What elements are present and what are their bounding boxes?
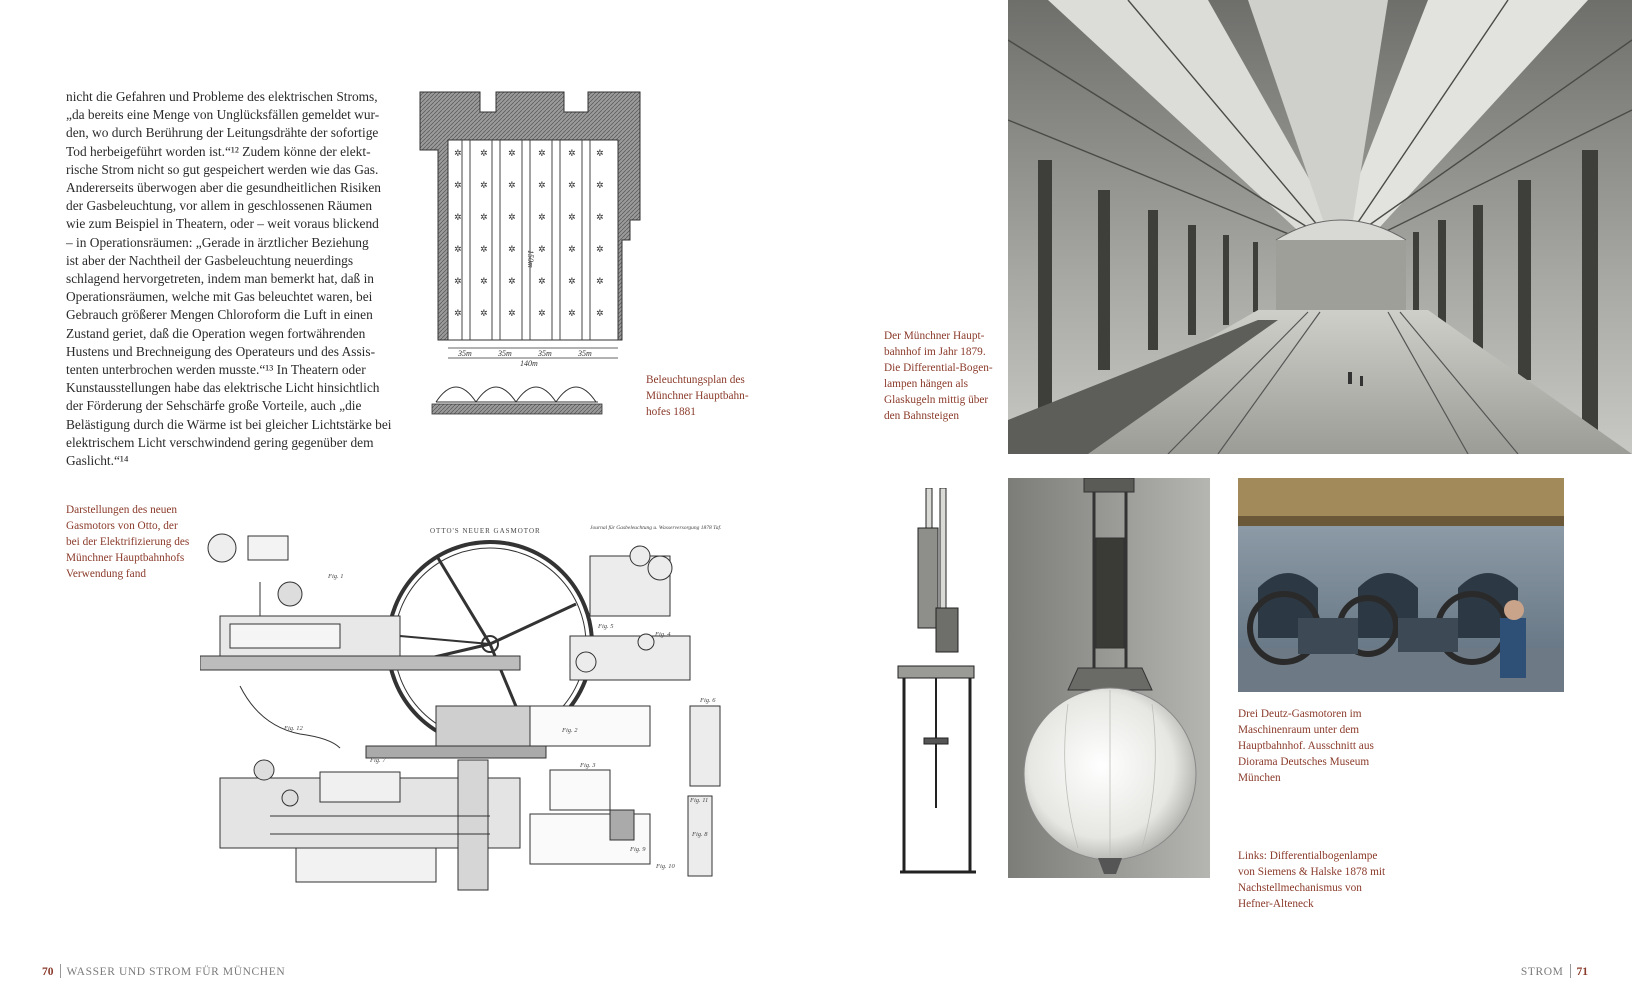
caption-line: München [1238,772,1281,784]
footer-divider [1570,964,1571,978]
fig-label: Fig. 9 [630,846,646,853]
body-line: Gebrauch größerer Mengen Chloroform die Luft in einen [66,307,373,323]
lighting-plan-drawing [418,90,642,426]
caption-line: Die Differential-Bogen- [884,362,993,374]
hauptbahnhof-1879-photo [1008,0,1632,454]
body-line: – in Operationsräumen: „Gerade in ärztlicher Beziehung [66,234,369,250]
svg-text:✲: ✲ [538,309,546,319]
svg-text:✲: ✲ [568,309,576,319]
body-line: Andererseits überwogen aber die gesundheitlichen Risiken [66,180,381,196]
plan-dim-1: 35m [458,349,472,358]
body-line: ist aber der Nachtheil der Gasbeleuchtung neuerdings [66,252,354,268]
svg-text:✲: ✲ [596,277,604,287]
caption-line: Hefner-Alteneck [1238,898,1314,910]
body-line: Belästigung durch die Wärme ist bei gleicher Lichtstärke bei [66,416,392,432]
svg-text:✲: ✲ [538,181,546,191]
svg-text:✲: ✲ [454,245,462,255]
running-title-right: STROM [1520,966,1564,978]
caption-line: bahnhof im Jahr 1879. [884,346,986,358]
body-line: Operationsräumen, welche mit Gas beleuchtet waren, bei [66,289,373,305]
svg-text:✲: ✲ [538,245,546,255]
footer-left [42,964,285,978]
svg-text:✲: ✲ [480,149,488,159]
body-line: wie zum Beispiel in Theatern, oder – weit voraus blickend [66,216,379,232]
svg-text:✲: ✲ [596,181,604,191]
svg-text:✲: ✲ [454,181,462,191]
footer-divider [60,964,61,978]
gas-engine-technical-plate [200,516,744,916]
body-line: der Gasbeleuchtung, vor allem in geschlossenen Räumen [66,198,373,214]
arc-lamp-mechanism-drawing [896,488,980,876]
page-number-right: 71 [1576,966,1588,978]
caption-line: von Siemens & Halske 1878 mit [1238,866,1386,878]
svg-text:✲: ✲ [508,309,516,319]
body-line: Kunstausstellungen habe das elektrische Licht hinsichtlich [66,380,380,396]
caption-hauptbahnhof [884,328,1004,424]
fig-label: Fig. 7 [370,757,386,764]
caption-line: Drei Deutz-Gasmotoren im [1238,708,1362,720]
caption-line: Verwendung fand [66,568,146,580]
caption-line: Münchner Hauptbahnhofs [66,552,185,564]
svg-text:✲: ✲ [596,309,604,319]
body-line: elektrischem Licht verschwindend gering gegenüber dem [66,434,374,450]
svg-text:✲: ✲ [538,277,546,287]
svg-text:✲: ✲ [480,309,488,319]
caption-line: den Bahnsteigen [884,410,959,422]
caption-line: Darstellungen des neuen [66,504,178,516]
fig-label: Fig. 11 [690,797,709,804]
caption-differentialbogenlampe [1238,848,1428,912]
fig-label: Fig. 2 [562,727,578,734]
body-line: nicht die Gefahren und Probleme des elektrischen Stroms, [66,89,378,104]
caption-line: bei der Elektrifizierung des [66,536,190,548]
caption-line: Münchner Hauptbahn- [646,390,749,402]
caption-lighting-plan [646,372,786,420]
body-line: „da bereits eine Menge von Unglücksfällen gemeldet wur- [66,107,380,123]
caption-line: Beleuchtungsplan des [646,374,745,386]
fig-label: Fig. 12 [284,725,303,732]
svg-text:✲: ✲ [568,181,576,191]
svg-text:✲: ✲ [480,277,488,287]
svg-text:✲: ✲ [480,213,488,223]
deutz-gasmotoren-diorama-photo [1238,478,1564,692]
caption-line: lampen hängen als [884,378,969,390]
caption-line: hofes 1881 [646,406,696,418]
svg-text:✲: ✲ [568,149,576,159]
caption-line: Der Münchner Haupt- [884,330,985,342]
body-line: Zustand geriet, daß die Operation wegen fortwährenden [66,325,366,341]
svg-text:✲: ✲ [538,149,546,159]
body-line: Hustens und Brechneigung des Operateurs und des Assis- [66,343,376,359]
body-line: schlagend hervorgetreten, indem man bemerkt hat, daß in [66,271,375,287]
fig-label: Fig. 4 [655,631,671,638]
plan-dim-4: 35m [578,349,592,358]
fig-label: Fig. 6 [700,697,716,704]
svg-text:✲: ✲ [454,149,462,159]
fig-label: Fig. 1 [328,573,344,580]
fig-label: Fig. 10 [656,863,675,870]
fig-label: Fig. 8 [692,831,708,838]
fig-label: Fig. 3 [580,762,596,769]
plan-total: 140m [520,359,538,368]
caption-line: Gasmotors von Otto, der [66,520,178,532]
svg-text:✲: ✲ [454,277,462,287]
caption-line: Glaskugeln mittig über [884,394,989,406]
plan-dim-2: 35m [498,349,512,358]
svg-text:✲: ✲ [454,213,462,223]
body-line: rische Strom nicht so gut gespeichert werden wie das Gas. [66,161,379,177]
body-text [66,88,396,470]
body-line: den, wo durch Berührung der Leitungsdrähte der sofortige [66,125,379,141]
svg-text:✲: ✲ [568,277,576,287]
plan-height: 150m [526,250,535,268]
page-number-left: 70 [42,966,54,978]
caption-line: Diorama Deutsches Museum [1238,756,1370,768]
svg-text:✲: ✲ [596,149,604,159]
caption-line: Maschinenraum unter dem [1238,724,1360,736]
svg-text:✲: ✲ [568,245,576,255]
caption-deutz-gasmotoren [1238,706,1418,786]
svg-text:✲: ✲ [508,149,516,159]
body-line: Tod herbeigeführt worden ist.“¹² Zudem könne der elekt- [66,143,371,159]
caption-line: Hauptbahnhof. Ausschnitt aus [1238,740,1374,752]
svg-text:✲: ✲ [454,309,462,319]
caption-line: Links: Differentialbogenlampe [1238,850,1378,862]
svg-text:✲: ✲ [508,245,516,255]
svg-text:✲: ✲ [480,181,488,191]
plan-dim-3: 35m [538,349,552,358]
svg-text:✲: ✲ [596,245,604,255]
svg-text:✲: ✲ [480,245,488,255]
plate-title: OTTO'S NEUER GASMOTOR [430,527,541,535]
svg-text:✲: ✲ [596,213,604,223]
svg-text:✲: ✲ [568,213,576,223]
caption-line: Nachstellmechanismus von [1238,882,1362,894]
body-line: der Förderung der Sehschärfe große Vorteile, auch „die [66,398,362,414]
arc-lamp-photo [1008,478,1210,878]
svg-text:✲: ✲ [508,213,516,223]
plate-note: Journal für Gasbeleuchtung u. Wasserversorgung 1878 Taf. [590,525,722,531]
body-line: tenten unterbrochen werden musste.“¹³ In Theatern oder [66,362,366,378]
body-line: Gaslicht.“¹⁴ [66,453,129,469]
svg-text:✲: ✲ [538,213,546,223]
fig-label: Fig. 5 [598,623,614,630]
footer-right [1521,964,1588,978]
running-title-left: WASSER UND STROM FÜR MÜNCHEN [66,966,286,978]
svg-text:✲: ✲ [508,181,516,191]
svg-text:✲: ✲ [508,277,516,287]
caption-gasmotor [66,502,206,582]
